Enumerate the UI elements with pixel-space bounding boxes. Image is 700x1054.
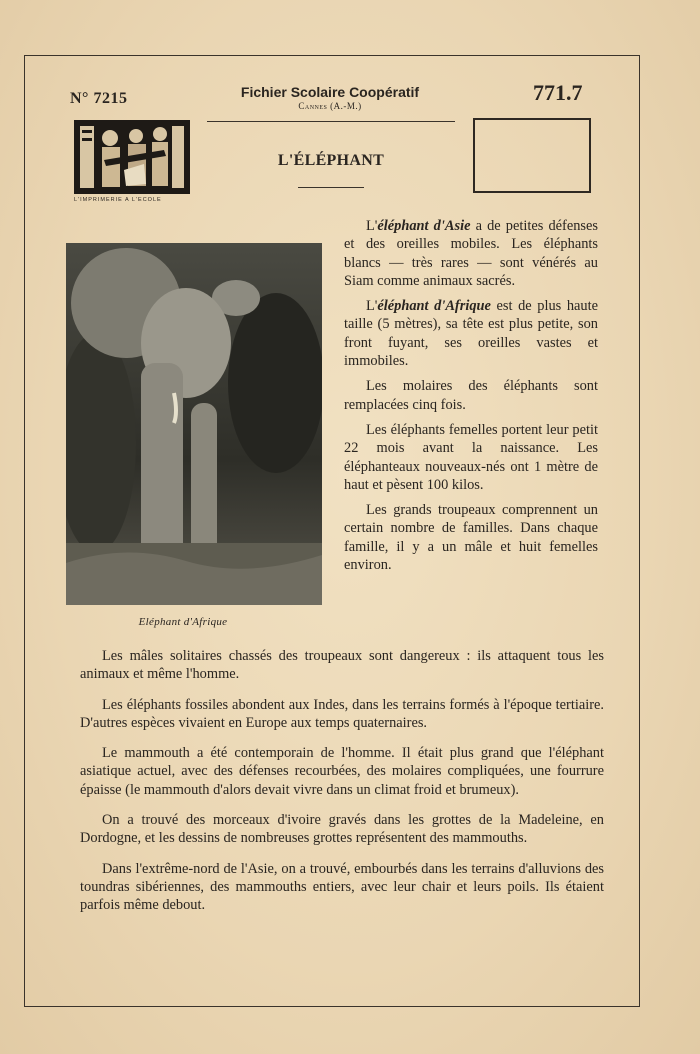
column-paragraph: Les éléphants femelles portent leur petit 22 mois avant la naissance. Les éléphanteaux nouveaux-nés ont 1 mètre de haut et pèsent 100 kilos.	[344, 421, 598, 493]
column-paragraph: L'éléphant d'Asie a de petites défenses et des oreilles mobiles. Les éléphants blancs — très rares — sont vénérés au Siam comme animaux sacrés.	[344, 218, 598, 289]
photo-caption: Eléphant d'Afrique	[138, 616, 228, 628]
logo-caption: L'IMPRIMERIE A L'ECOLE	[74, 197, 162, 203]
classification-number: 771.7	[533, 80, 583, 105]
body-paragraph: Les mâles solitaires chassés des troupeaux sont dangereux : ils attaquent tous les animaux et même l'homme.	[80, 648, 604, 683]
header-rule	[207, 121, 455, 122]
printing-logo-icon	[74, 120, 190, 194]
card-number: N° 7215	[70, 90, 128, 107]
stamp-box	[473, 118, 591, 193]
publisher-location: Cannes (A.-M.)	[298, 101, 362, 111]
column-paragraph: L'éléphant d'Afrique est de plus haute taille (5 mètres), sa tête est plus petite, son front fuyant, ses oreilles vastes et immobiles.	[344, 298, 598, 370]
column-paragraph: Les molaires des éléphants sont remplacées cinq fois.	[344, 378, 598, 413]
body-paragraph: Les éléphants fossiles abondent aux Indes, dans les terrains formés à l'époque tertiaire. D'autres espèces vivaient en Europe aux temps quaternaires.	[80, 696, 604, 731]
body-paragraph: On a trouvé des morceaux d'ivoire gravés dans les grottes de la Madeleine, en Dordogne, et les dessins de nombreuses grottes représentent des mammouths.	[80, 812, 604, 847]
full-width-text	[80, 647, 604, 927]
column-paragraph: Les grands troupeaux comprennent un certain nombre de familles. Dans chaque famille, il y a un mâle et huit femelles environ.	[344, 502, 598, 574]
body-paragraph: Dans l'extrême-nord de l'Asie, on a trouvé, embourbés dans les terrains d'alluvions des toundras sibériennes, des mammouths entiers, avec leur chair et leurs poils. Ils étaient parfois même debout.	[80, 860, 604, 914]
body-paragraph: Le mammouth a été contemporain de l'homme. Il était plus grand que l'éléphant asiatique actuel, avec des défenses recourbées, des molaires compliquées, une fourrure épaisse (le mammouth d'alors devait vivre dans un climat froid et brumeux).	[80, 745, 604, 798]
publisher-block	[205, 84, 455, 111]
column-text	[344, 217, 598, 581]
title-rule	[298, 187, 364, 188]
elephant-photo	[66, 243, 322, 605]
publisher-name: Fichier Scolaire Coopératif	[240, 84, 420, 100]
page-title: L'ÉLÉPHANT	[277, 152, 385, 169]
